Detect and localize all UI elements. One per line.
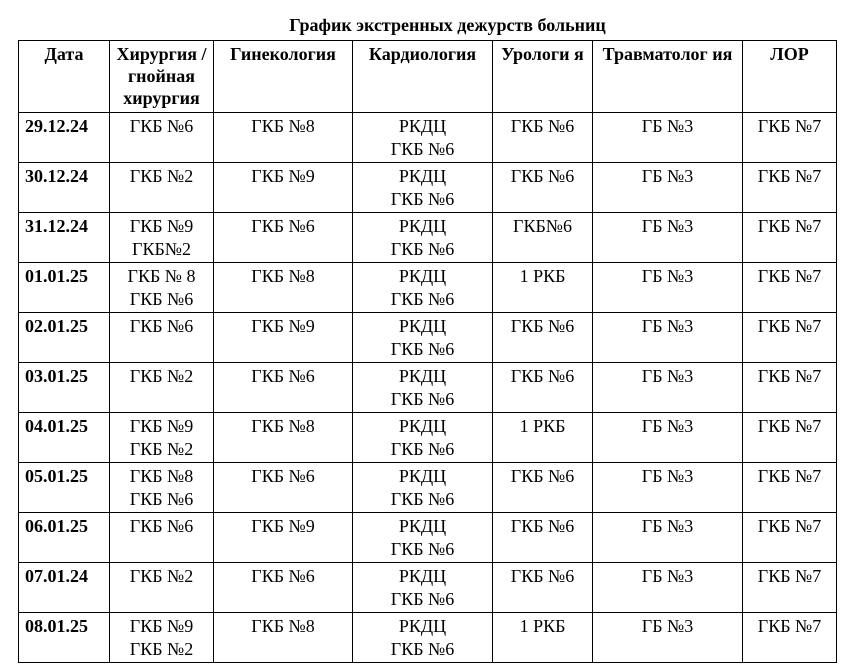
gynecology-cell: ГКБ №8 [214,413,353,463]
surgery-cell [110,463,214,513]
date-cell: 02.01.25 [19,313,110,363]
surgery-cell [110,563,214,613]
surgery-cell-line: ГКБ №2 [129,166,194,186]
table-row [19,263,837,313]
urology-cell: ГКБ №6 [493,313,593,363]
gynecology-cell: ГКБ №9 [214,163,353,213]
cardiology-cell [353,113,493,163]
surgery-cell-line: ГКБ №2 [129,439,194,459]
cardiology-cell [353,263,493,313]
gynecology-cell: ГКБ №8 [214,263,353,313]
lor-cell: ГКБ №7 [743,613,837,663]
gynecology-cell: ГКБ №6 [214,463,353,513]
cardiology-cell [353,513,493,563]
cardiology-cell [353,613,493,663]
cardiology-cell-line: ГКБ №6 [390,289,455,309]
urology-cell: 1 РКБ [493,413,593,463]
lor-cell: ГКБ №7 [743,463,837,513]
traumatology-cell: ГБ №3 [593,563,743,613]
cardiology-cell [353,563,493,613]
lor-cell: ГКБ №7 [743,563,837,613]
date-cell: 08.01.25 [19,613,110,663]
cardiology-cell [353,313,493,363]
urology-cell: ГКБ №6 [493,363,593,413]
urology-cell: ГКБ №6 [493,463,593,513]
table-row [19,563,837,613]
urology-cell: ГКБ №6 [493,113,593,163]
cardiology-cell-line: ГКБ №6 [390,239,455,259]
cardiology-cell-line: РКДЦ [398,516,447,536]
cardiology-cell-line: ГКБ №6 [390,589,455,609]
surgery-cell-line: ГКБ №6 [129,289,194,309]
surgery-cell [110,363,214,413]
lor-cell: ГКБ №7 [743,113,837,163]
surgery-cell [110,213,214,263]
lor-cell: ГКБ №7 [743,363,837,413]
surgery-cell-line: ГКБ №8 [129,466,194,486]
gynecology-cell: ГКБ №6 [214,363,353,413]
table-row [19,213,837,263]
lor-cell: ГКБ №7 [743,163,837,213]
duty-schedule-table [18,40,837,663]
surgery-cell-line: ГКБ № 8 [127,266,196,286]
cardiology-cell-line: ГКБ №6 [390,389,455,409]
header-cardiology: Кардиология [353,41,493,113]
date-cell: 05.01.25 [19,463,110,513]
surgery-cell-line: ГКБ №9 [129,216,194,236]
table-row [19,613,837,663]
gynecology-cell: ГКБ №6 [214,563,353,613]
cardiology-cell-line: РКДЦ [398,466,447,486]
table-row [19,363,837,413]
lor-cell: ГКБ №7 [743,513,837,563]
traumatology-cell: ГБ №3 [593,113,743,163]
cardiology-cell-line: РКДЦ [398,316,447,336]
cardiology-cell-line: РКДЦ [398,616,447,636]
cardiology-cell [353,213,493,263]
cardiology-cell [353,463,493,513]
page-title: График экстренных дежурств больниц [289,15,606,35]
urology-cell: ГКБ №6 [493,163,593,213]
cardiology-cell-line: РКДЦ [398,566,447,586]
date-cell: 30.12.24 [19,163,110,213]
surgery-cell-line: ГКБ №6 [129,516,194,536]
cardiology-cell-line: РКДЦ [398,366,447,386]
surgery-cell-line: ГКБ №2 [129,566,194,586]
header-lor: ЛОР [743,41,837,113]
urology-cell: 1 РКБ [493,263,593,313]
traumatology-cell: ГБ №3 [593,363,743,413]
surgery-cell-line: ГКБ№2 [132,239,191,259]
urology-cell: 1 РКБ [493,613,593,663]
cardiology-cell-line: РКДЦ [398,116,447,136]
cardiology-cell-line: ГКБ №6 [390,539,455,559]
urology-cell: ГКБ №6 [493,513,593,563]
lor-cell: ГКБ №7 [743,413,837,463]
traumatology-cell: ГБ №3 [593,213,743,263]
gynecology-cell: ГКБ №6 [214,213,353,263]
surgery-cell [110,413,214,463]
table-row [19,163,837,213]
gynecology-cell: ГКБ №8 [214,113,353,163]
lor-cell: ГКБ №7 [743,313,837,363]
surgery-cell [110,313,214,363]
traumatology-cell: ГБ №3 [593,413,743,463]
cardiology-cell-line: ГКБ №6 [390,339,455,359]
traumatology-cell: ГБ №3 [593,263,743,313]
gynecology-cell: ГКБ №8 [214,613,353,663]
traumatology-cell: ГБ №3 [593,463,743,513]
header-gynecology: Гинекология [214,41,353,113]
surgery-cell [110,513,214,563]
surgery-cell-line: ГКБ №2 [129,639,194,659]
date-cell: 04.01.25 [19,413,110,463]
date-cell: 31.12.24 [19,213,110,263]
cardiology-cell-line: РКДЦ [398,266,447,286]
urology-cell: ГКБ №6 [493,563,593,613]
traumatology-cell: ГБ №3 [593,613,743,663]
urology-cell: ГКБ№6 [493,213,593,263]
cardiology-cell [353,163,493,213]
cardiology-cell-line: РКДЦ [398,166,447,186]
header-traumatology: Травматолог ия [593,41,743,113]
header-row [19,41,837,113]
surgery-cell-line: ГКБ №9 [129,416,194,436]
table-row [19,413,837,463]
cardiology-cell-line: ГКБ №6 [390,139,455,159]
lor-cell: ГКБ №7 [743,213,837,263]
surgery-cell [110,613,214,663]
gynecology-cell: ГКБ №9 [214,313,353,363]
cardiology-cell-line: ГКБ №6 [390,189,455,209]
table-row [19,513,837,563]
cardiology-cell-line: РКДЦ [398,216,447,236]
cardiology-cell [353,413,493,463]
cardiology-cell-line: ГКБ №6 [390,489,455,509]
surgery-cell-line: ГКБ №2 [129,366,194,386]
date-cell: 01.01.25 [19,263,110,313]
traumatology-cell: ГБ №3 [593,513,743,563]
table-row [19,113,837,163]
surgery-cell-line: ГКБ №6 [129,489,194,509]
date-cell: 06.01.25 [19,513,110,563]
traumatology-cell: ГБ №3 [593,163,743,213]
schedule-body [19,113,837,663]
date-cell: 07.01.24 [19,563,110,613]
surgery-cell [110,263,214,313]
cardiology-cell-line: ГКБ №6 [390,639,455,659]
table-row [19,463,837,513]
surgery-cell-line: ГКБ №6 [129,116,194,136]
traumatology-cell: ГБ №3 [593,313,743,363]
date-cell: 29.12.24 [19,113,110,163]
header-surgery: Хирургия / гнойная хирургия [110,41,214,113]
gynecology-cell: ГКБ №9 [214,513,353,563]
table-row [19,313,837,363]
surgery-cell-line: ГКБ №9 [129,616,194,636]
cardiology-cell-line: РКДЦ [398,416,447,436]
surgery-cell-line: ГКБ №6 [129,316,194,336]
surgery-cell [110,113,214,163]
lor-cell: ГКБ №7 [743,263,837,313]
header-date: Дата [19,41,110,113]
header-urology: Урологи я [493,41,593,113]
cardiology-cell-line: ГКБ №6 [390,439,455,459]
cardiology-cell [353,363,493,413]
surgery-cell [110,163,214,213]
date-cell: 03.01.25 [19,363,110,413]
